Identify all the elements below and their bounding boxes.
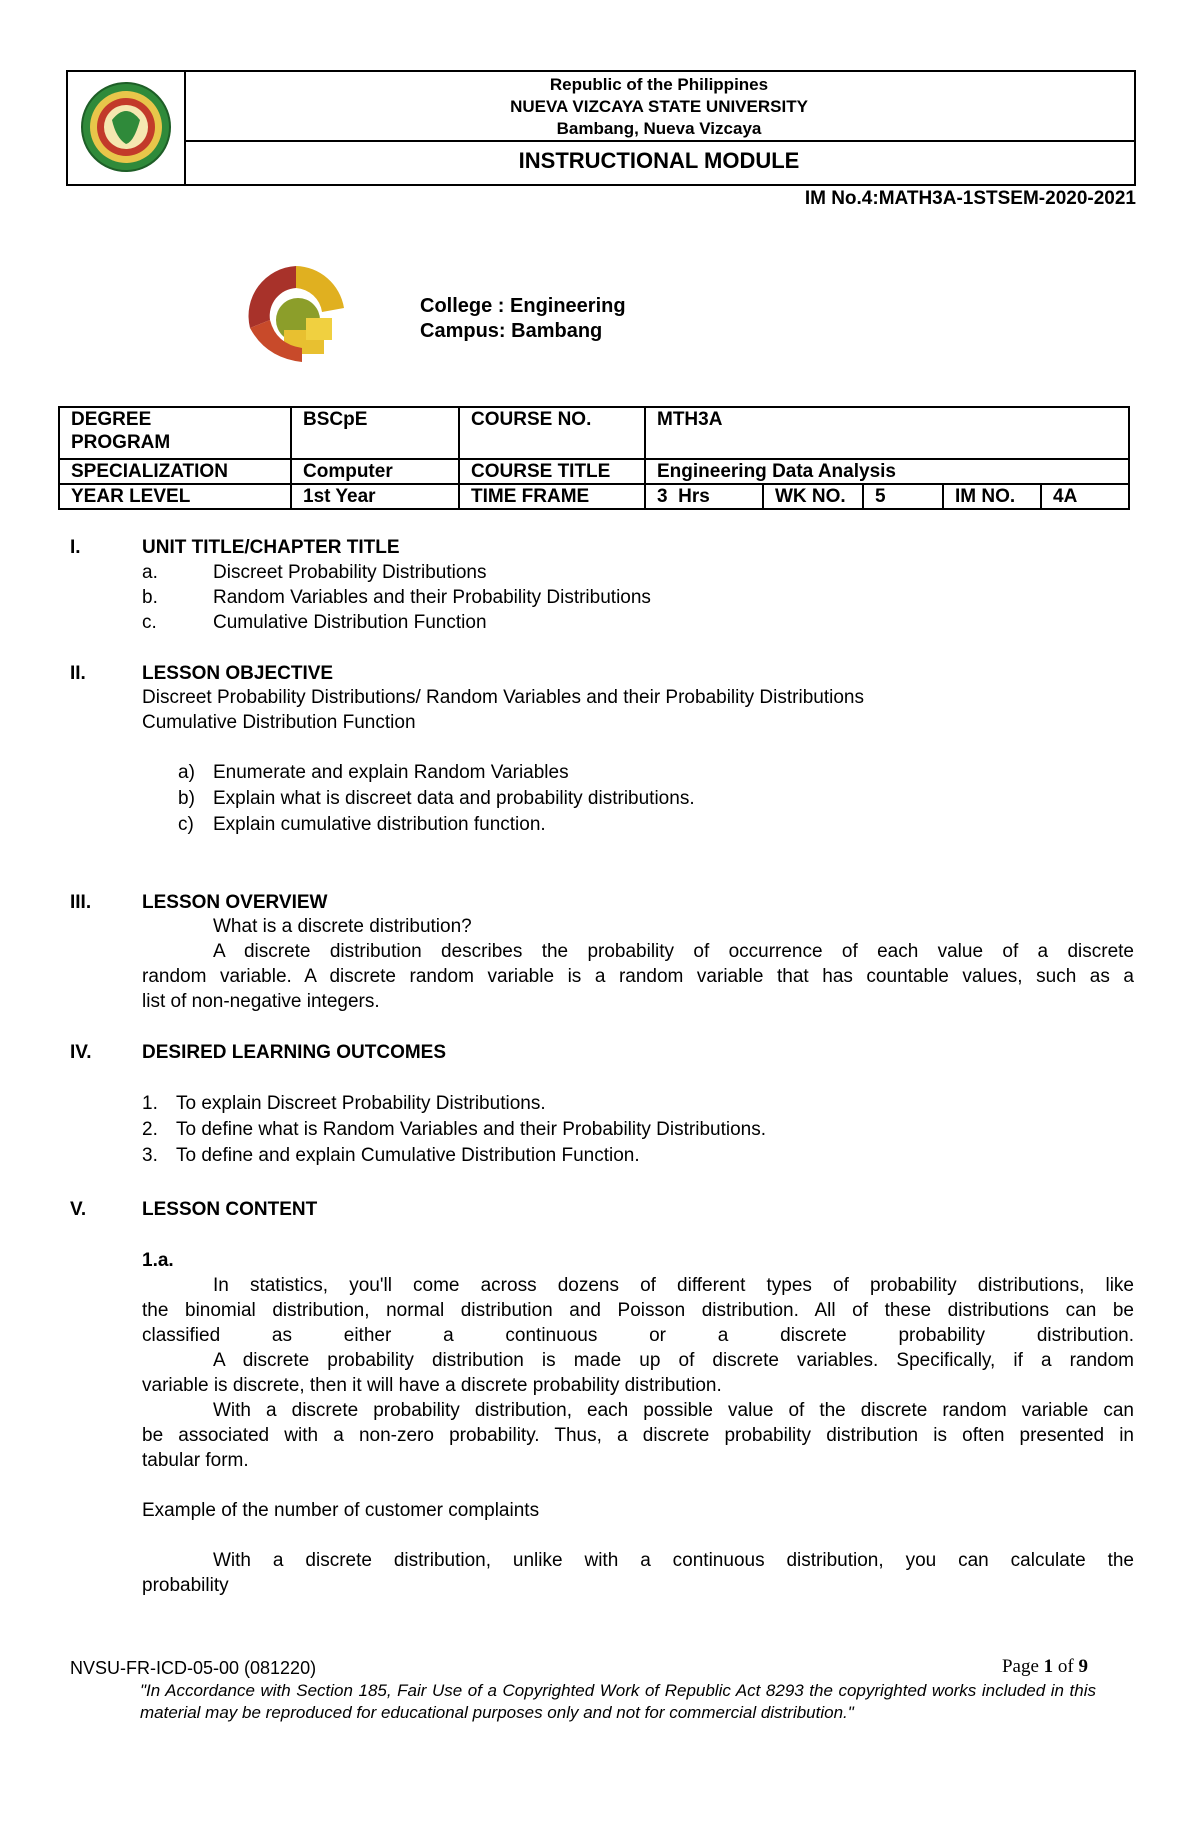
header-republic: Republic of the Philippines (549, 75, 769, 94)
degree-value: BSCpE (291, 407, 459, 459)
specialization-value: Computer (291, 459, 459, 484)
course-no-value: MTH3A (645, 407, 1129, 459)
course-no-label: COURSE NO. (459, 407, 645, 459)
section-1-item-b: Random Variables and their Probability Distributions (213, 587, 651, 608)
objective-item-b: Explain what is discreet data and probability distributions. (213, 788, 695, 809)
course-title-label: COURSE TITLE (459, 459, 645, 484)
outcome-marker-3: 3. (142, 1145, 158, 1166)
engineering-college-logo-icon (236, 258, 356, 368)
section-5-number: V. (70, 1199, 87, 1220)
section-1-number: I. (70, 537, 81, 558)
page-current: 1 (1043, 1656, 1054, 1677)
im-no-value: 4A (1041, 484, 1129, 509)
outcome-marker-2: 2. (142, 1119, 158, 1140)
form-code: NVSU-FR-ICD-05-00 (081220) (70, 1658, 317, 1678)
copyright-notice: "In Accordance with Section 185, Fair Use of a Copyrighted Work of Republic Act 8293 the copyrighted works included in this material may be reproduced for educational purposes only and not for commercial distribution." (140, 1681, 1096, 1722)
document-header (66, 70, 1136, 186)
section-3-title: LESSON OVERVIEW (142, 892, 328, 913)
section-1-item-a: Discreet Probability Distributions (213, 562, 487, 583)
page-of: of (1057, 1656, 1074, 1677)
time-frame-value: 3 Hrs (645, 484, 763, 509)
section-1-title: UNIT TITLE/CHAPTER TITLE (142, 537, 400, 558)
content-line-5: variable is discrete, then it will have a discrete probability distribution. (142, 1375, 722, 1396)
section-5-title: LESSON CONTENT (142, 1199, 318, 1220)
college-name: College : Engineering (420, 295, 626, 317)
objective-item-c: Explain cumulative distribution function. (213, 814, 546, 835)
year-level-value: 1st Year (291, 484, 459, 509)
page-total: 9 (1078, 1656, 1088, 1677)
objective-marker-a: a) (178, 762, 195, 783)
overview-line-1: A discrete distribution describes the probability of occurrence of each value of a discrete (213, 941, 1134, 962)
page-number (1002, 1656, 1088, 1678)
overview-line-2: random variable. A discrete random variable is a random variable that has countable values, such as a (142, 966, 1134, 987)
degree-label: DEGREE PROGRAM (59, 407, 291, 459)
content-line-8: tabular form. (142, 1450, 249, 1471)
objective-marker-c: c) (178, 814, 194, 835)
page-word: Page (1001, 1656, 1039, 1677)
section-2-title: LESSON OBJECTIVE (142, 663, 334, 684)
section-1-marker-b: b. (142, 587, 158, 608)
content-line-10: With a discrete distribution, unlike with a continuous distribution, you can calculate the (213, 1550, 1134, 1571)
objective-line-2: Cumulative Distribution Function (142, 712, 416, 733)
content-line-3: classified as either a continuous or a discrete probability distribution. (142, 1325, 1134, 1346)
content-line-11: probability (142, 1575, 229, 1596)
college-info (420, 294, 626, 344)
header-university: NUEVA VIZCAYA STATE UNIVERSITY (510, 97, 808, 116)
week-no-value: 5 (863, 484, 943, 509)
content-line-2: the binomial distribution, normal distribution and Poisson distribution. All of these distributions can be (142, 1300, 1134, 1321)
content-line-4: A discrete probability distribution is made up of discrete variables. Specifically, if a random (213, 1350, 1134, 1371)
section-3-number: III. (70, 892, 92, 913)
week-no-label: WK NO. (763, 484, 863, 509)
header-logo-cell (68, 72, 186, 184)
im-no-label: IM NO. (943, 484, 1041, 509)
objective-item-a: Enumerate and explain Random Variables (213, 762, 569, 783)
section-2-number: II. (70, 663, 86, 684)
section-1-marker-c: c. (142, 612, 157, 633)
course-title-value: Engineering Data Analysis (645, 459, 1129, 484)
objective-marker-b: b) (178, 788, 195, 809)
section-1-marker-a: a. (142, 562, 158, 583)
specialization-label: SPECIALIZATION (59, 459, 291, 484)
outcome-item-2: To define what is Random Variables and their Probability Distributions. (176, 1119, 767, 1140)
header-institution (184, 72, 1134, 142)
time-frame-label: TIME FRAME (459, 484, 645, 509)
objective-line-1: Discreet Probability Distributions/ Random Variables and their Probability Distributions (142, 687, 864, 708)
section-4-title: DESIRED LEARNING OUTCOMES (142, 1042, 447, 1063)
campus-name: Campus: Bambang (420, 320, 603, 342)
header-location: Bambang, Nueva Vizcaya (556, 119, 762, 138)
content-line-1: In statistics, you'll come across dozens of different types of probability distributions, like (213, 1275, 1134, 1296)
section-1-item-c: Cumulative Distribution Function (213, 612, 487, 633)
course-info-table (58, 406, 1130, 510)
module-title: INSTRUCTIONAL MODULE (518, 148, 800, 173)
content-line-6: With a discrete probability distribution, each possible value of the discrete random variable can (213, 1400, 1134, 1421)
outcome-item-1: To explain Discreet Probability Distributions. (176, 1093, 546, 1114)
content-line-9: Example of the number of customer complaints (142, 1500, 540, 1521)
university-seal-icon (68, 72, 184, 184)
content-subhead: 1.a. (142, 1250, 174, 1271)
overview-question: What is a discrete distribution? (213, 916, 472, 937)
overview-line-3: list of non-negative integers. (142, 991, 380, 1012)
im-number: IM No.4:MATH3A-1STSEM-2020-2021 (804, 188, 1136, 209)
outcome-marker-1: 1. (142, 1093, 158, 1114)
outcome-item-3: To define and explain Cumulative Distribution Function. (176, 1145, 640, 1166)
year-level-label: YEAR LEVEL (59, 484, 291, 509)
section-4-number: IV. (70, 1042, 92, 1063)
content-line-7: be associated with a non-zero probability. Thus, a discrete probability distribution is often presented in (142, 1425, 1134, 1446)
